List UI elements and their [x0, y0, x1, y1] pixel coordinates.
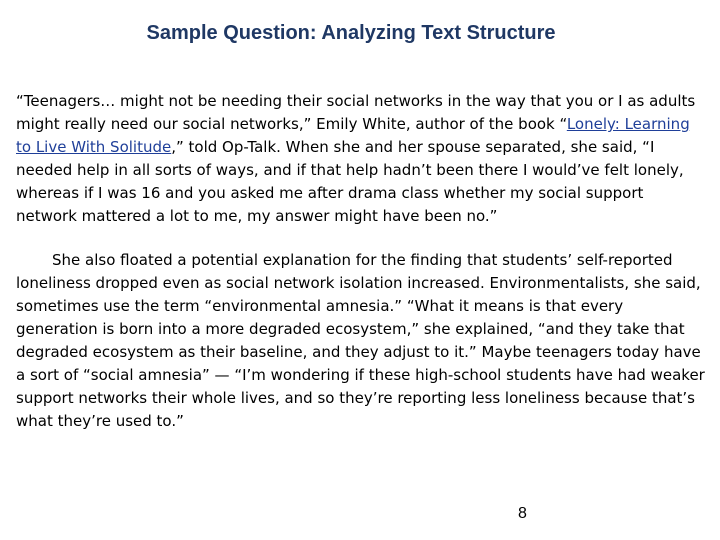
paragraph-text-after-link: ,” told Op-Talk. When she and her spouse separated, she said, “I needed help in all sorts of ways, and if that help hadn’t been there I would’ve felt lonely, whereas if I was 16 and you asked me after drama class whether my social support network mattered a lot to me, my answer might have been no.”: [16, 138, 684, 225]
quote-paragraph: [16, 90, 708, 228]
book-title-link[interactable]: Lonely: Learning to Live With Solitude: [16, 115, 690, 156]
slide-title: Sample Question: Analyzing Text Structure: [146, 22, 556, 44]
paragraph-text-before-link: “Teenagers… might not be needing their social networks in the way that you or I as adults might really need our social networks,” Emily White, author of the book “: [16, 92, 696, 133]
explanation-paragraph: She also floated a potential explanation for the finding that students’ self-reported loneliness dropped even as social network isolation increased. Environmentalists, she said, sometimes use the term “environmental amnesia.” “What it means is that every generation is born into a more degraded ecosystem,” she explained, “and they take that degraded ecosystem as their baseline, and they adjust to it.” Maybe teenagers today have a sort of “social amnesia” — “I’m wondering if these high-school students have had weaker support networks their whole lives, and so they’re reporting less loneliness because that’s what they’re used to.”: [16, 251, 705, 430]
page-number: 8: [518, 505, 527, 522]
